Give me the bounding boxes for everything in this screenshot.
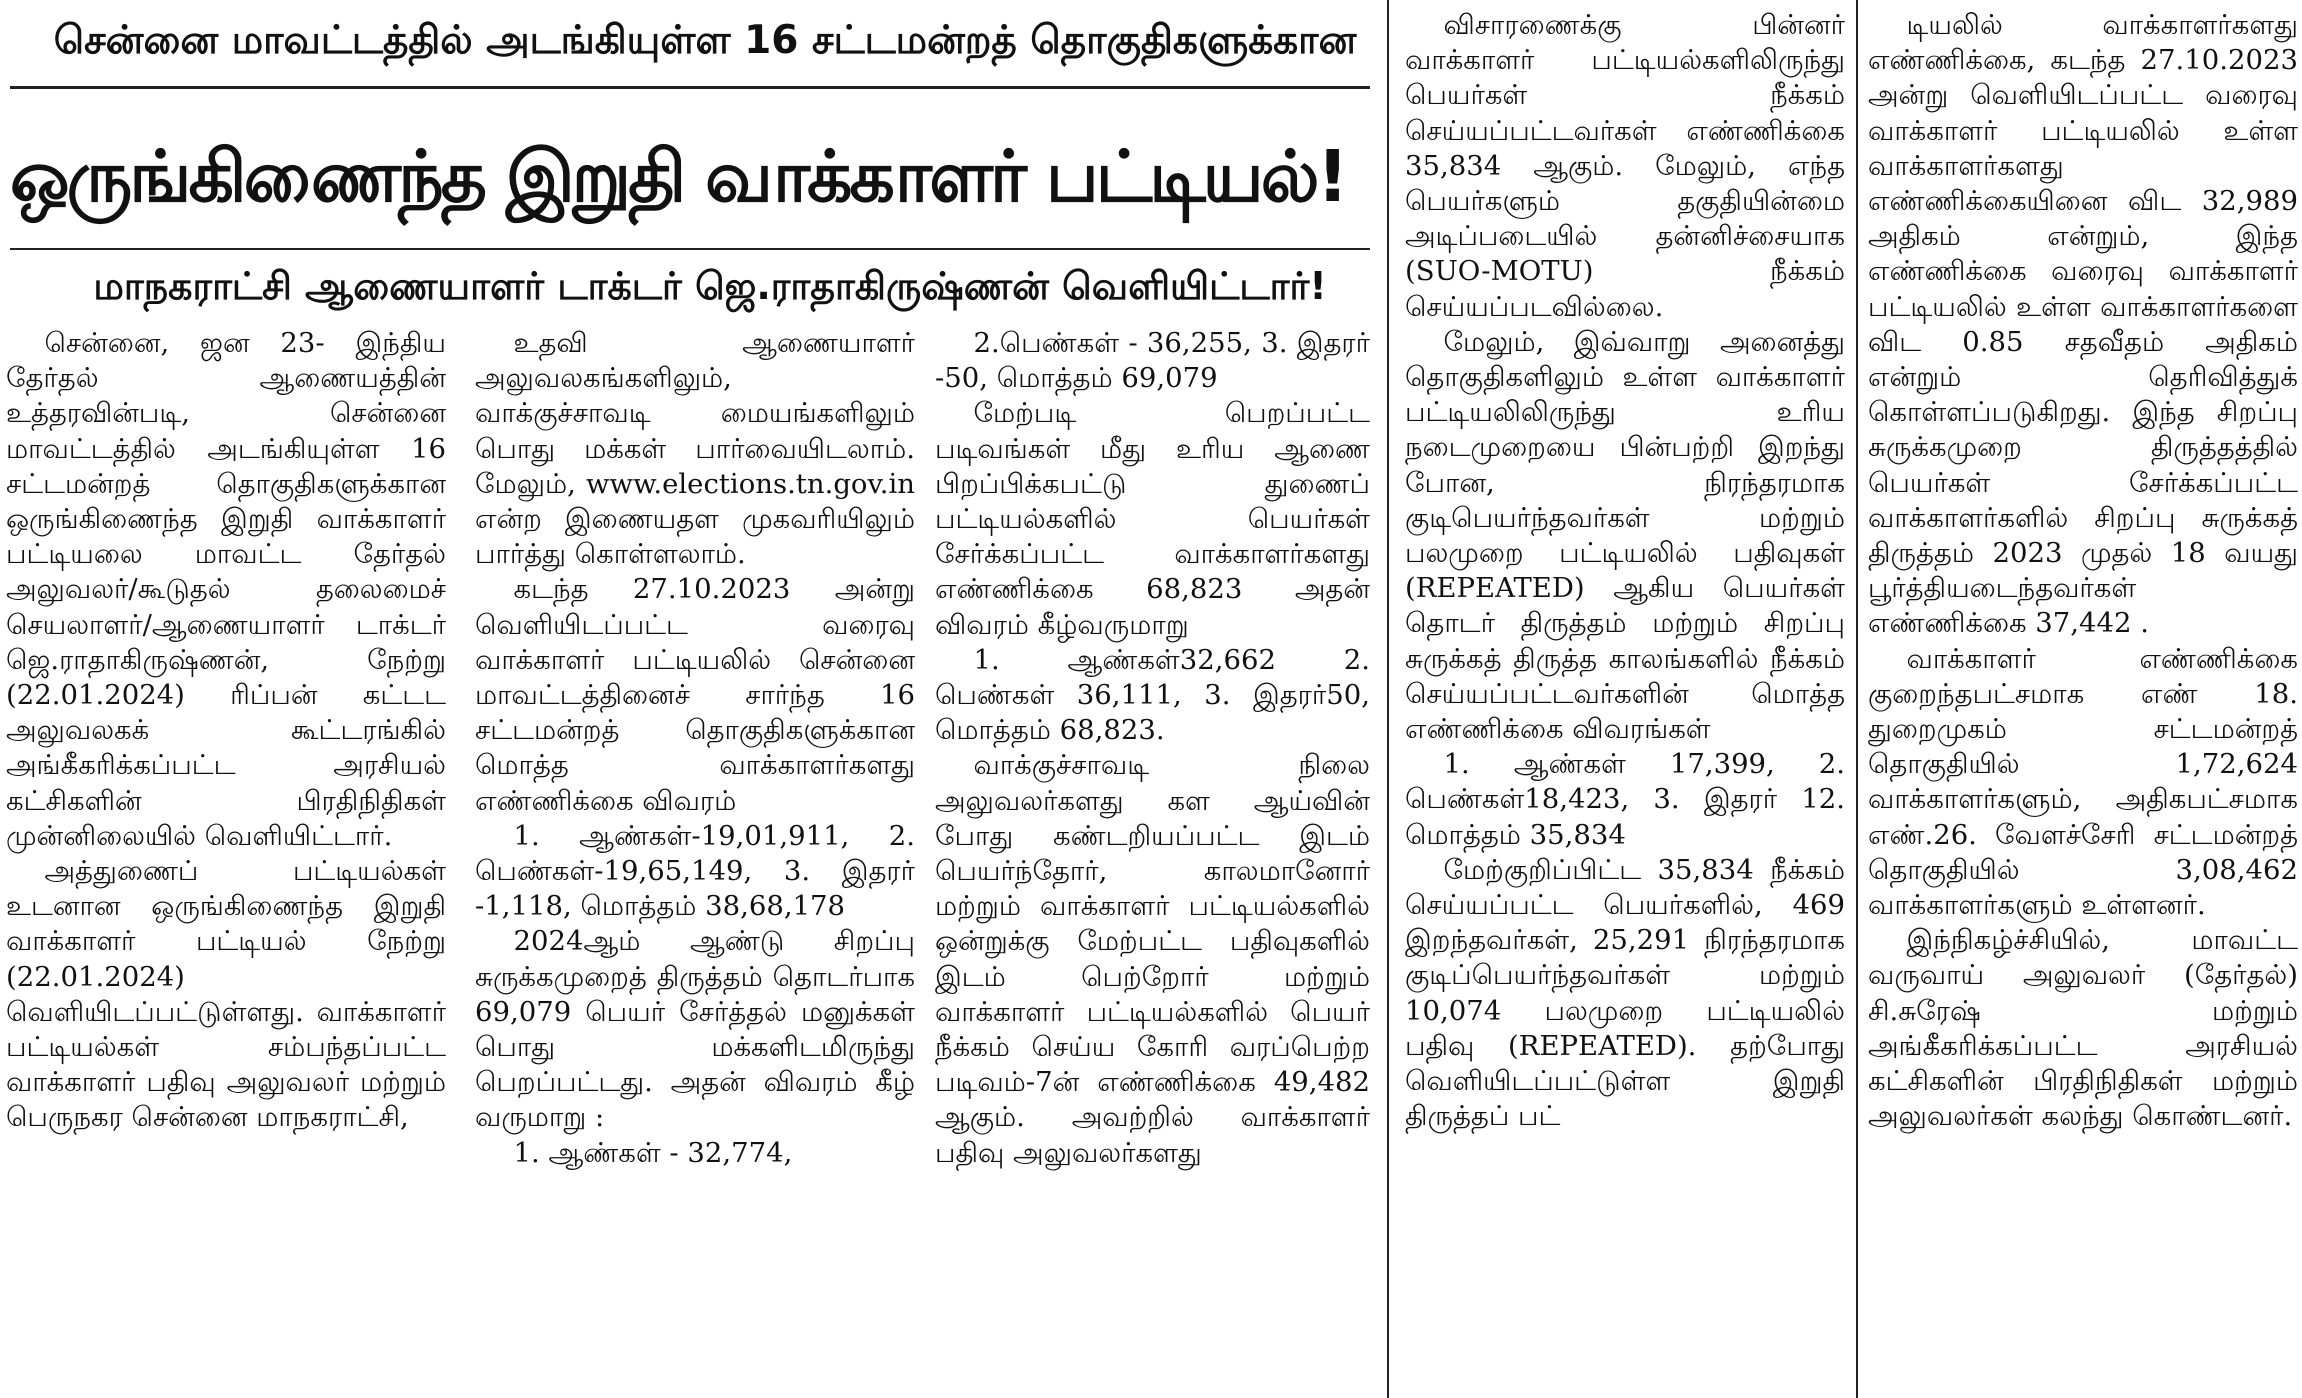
text-column-2 xyxy=(475,326,915,1396)
article-headline: ஒருங்கிணைந்த இறுதி வாக்காளர் பட்டியல்! xyxy=(10,135,1346,218)
subhead-rule xyxy=(10,248,1370,250)
paragraph: 1. ஆண்கள்-19,01,911, 2. பெண்கள்-19,65,149, 3. இதரர் -1,118, மொத்தம் 38,68,178 xyxy=(475,819,915,923)
paragraph: 1. ஆண்கள்32,662 2. பெண்கள் 36,111, 3. இதரர்50, மொத்தம் 68,823. xyxy=(935,643,1370,747)
paragraph: சென்னை, ஜன 23- இந்திய தேர்தல் ஆணையத்தின் உத்தரவின்படி, சென்னை மாவட்டத்தில் அடங்கியுள்ள 16 சட்டமன்றத் தொகுதிகளுக்கான ஒருங்கிணைந்த இறுதி வாக்காளர் பட்டியலை மாவட்ட தேர்தல் அலுவலர்/கூடுதல் தலைமைச் செயலாளர்/ஆணையாளர் டாக்டர் ஜெ.ராதாகிருஷ்ணன், நேற்று (22.01.2024) ரிப்பன் கட்டட அலுவலகக் கூட்டரங்கில் அங்கீகரிக்கப்பட்ட அரசியல் கட்சிகளின் பிரதிநிதிகள் முன்னிலையில் வெளியிட்டார். xyxy=(6,327,446,852)
text-column-3 xyxy=(935,326,1370,1396)
column-divider xyxy=(1856,0,1858,1398)
paragraph: இந்நிகழ்ச்சியில், மாவட்ட வருவாய் அலுவலர் (தேர்தல்) சி.சுரேஷ் மற்றும் அங்கீகரிக்கப்பட்ட அரசியல் கட்சிகளின் பிரதிநிதிகள் மற்றும் அலுவலர்கள் கலந்து கொண்டனர். xyxy=(1868,924,2298,1133)
article-kicker: சென்னை மாவட்டத்தில் அடங்கியுள்ள 16 சட்டமன்றத் தொகுதிகளுக்கான xyxy=(53,18,1357,63)
paragraph: 1. ஆண்கள் 17,399, 2. பெண்கள்18,423, 3. இதரர் 12. மொத்தம் 35,834 xyxy=(1405,748,1845,851)
text-column-1 xyxy=(6,326,446,1396)
paragraph: மேற்படி பெறப்பட்ட படிவங்கள் மீது உரிய ஆணை பிறப்பிக்கபட்டு துணைப் பட்டியல்களில் பெயர்கள் சேர்க்கப்பட்ட வாக்காளர்களது எண்ணிக்கை 68,823 அதன் விவரம் கீழ்வருமாறு xyxy=(935,397,1370,641)
paragraph: 2024ஆம் ஆண்டு சிறப்பு சுருக்கமுறைத் திருத்தம் தொடர்பாக 69,079 பெயர் சேர்த்தல் மனுக்கள் பொது மக்களிடமிருந்து பெறப்பட்டது. அதன் விவரம் கீழ் வருமாறு : xyxy=(475,925,915,1134)
headline-rule xyxy=(10,86,1370,89)
paragraph: 1. ஆண்கள் - 32,774, xyxy=(513,1136,793,1169)
article-subheadline: மாநகராட்சி ஆணையாளர் டாக்டர் ஜெ.ராதாகிருஷ்ணன் வெளியிட்டார்! xyxy=(93,264,1327,308)
paragraph: கடந்த 27.10.2023 அன்று வெளியிடப்பட்ட வரைவு வாக்காளர் பட்டியலில் சென்னை மாவட்டத்தினைச் சார்ந்த 16 சட்டமன்றத் தொகுதிகளுக்கான மொத்த வாக்காளர்களது எண்ணிக்கை விவரம் xyxy=(475,573,915,817)
paragraph: டியலில் வாக்காளர்களது எண்ணிக்கை, கடந்த 27.10.2023 அன்று வெளியிடப்பட்ட வரைவு வாக்காளர் பட்டியலில் உள்ள வாக்காளர்களது எண்ணிக்கையினை விட 32,989 அதிகம் என்றும், இந்த எண்ணிக்கை வரைவு வாக்காளர் பட்டியலில் உள்ள வாக்காளர்களை விட 0.85 சதவீதம் அதிகம் என்றும் தெரிவித்துக் கொள்ளப்படுகிறது. இந்த சிறப்பு சுருக்கமுறை திருத்தத்தில் பெயர்கள் சேர்க்கப்பட்ட வாக்காளர்களில் சிறப்பு சுருக்கத் திருத்தம் 2023 முதல் 18 வயது பூர்த்தியடைந்தவர்கள் எண்ணிக்கை 37,442 . xyxy=(1868,9,2298,640)
paragraph: மேற்குறிப்பிட்ட 35,834 நீக்கம் செய்யப்பட்ட பெயர்களில், 469 இறந்தவர்கள், 25,291 நிரந்தரமாக குடிப்பெயர்ந்தவர்கள் மற்றும் 10,074 பலமுறை பட்டியலில் பதிவு (REPEATED). தற்போது வெளியிடப்பட்டுள்ள இறுதி திருத்தப் பட் xyxy=(1405,853,1845,1133)
paragraph: 2.பெண்கள் - 36,255, 3. இதரர் -50, மொத்தம் 69,079 xyxy=(935,327,1370,395)
paragraph: உதவி ஆணையாளர் அலுவலகங்களிலும், வாக்குச்சாவடி மையங்களிலும் பொது மக்கள் பார்வையிடலாம். மேலும், www.elections.tn.gov.in என்ற இணையதள முகவரியிலும் பார்த்து கொள்ளலாம். xyxy=(475,327,915,571)
column-divider xyxy=(1387,0,1389,1398)
paragraph: விசாரணைக்கு பின்னர் வாக்காளர் பட்டியல்களிலிருந்து பெயர்கள் நீக்கம் செய்யப்பட்டவர்கள் எண்ணிக்கை 35,834 ஆகும். மேலும், எந்த பெயர்களும் தகுதியின்மை அடிப்படையில் தன்னிச்சையாக (SUO-MOTU) நீக்கம் செய்யப்படவில்லை. xyxy=(1405,9,1845,323)
text-column-5 xyxy=(1868,8,2298,1398)
paragraph: வாக்காளர் எண்ணிக்கை குறைந்தபட்சமாக எண் 18. துறைமுகம் சட்டமன்றத் தொகுதியில் 1,72,624 வாக்காளர்களும், அதிகபட்சமாக எண்.26. வேளச்சேரி சட்டமன்றத் தொகுதியில் 3,08,462 வாக்காளர்களும் உள்ளனர். xyxy=(1868,642,2298,922)
paragraph: அத்துணைப் பட்டியல்கள் உடனான ஒருங்கிணைந்த இறுதி வாக்காளர் பட்டியல் நேற்று (22.01.2024) வெளியிடப்பட்டுள்ளது. வாக்காளர் பட்டியல்கள் சம்பந்தப்பட்ட வாக்காளர் பதிவு அலுவலர் மற்றும் பெருநகர சென்னை மாநகராட்சி, xyxy=(6,855,446,1134)
text-column-4 xyxy=(1405,8,1845,1398)
paragraph: மேலும், இவ்வாறு அனைத்து தொகுதிகளிலும் உள்ள வாக்காளர் பட்டியலிலிருந்து உரிய நடைமுறையை பின்பற்றி இறந்து போன, நிரந்தரமாக குடிபெயர்ந்தவர்கள் மற்றும் பலமுறை பட்டியலில் பதிவுகள் (REPEATED) ஆகிய பெயர்கள் தொடர் திருத்தம் மற்றும் சிறப்பு சுருக்கத் திருத்த காலங்களில் நீக்கம் செய்யப்பட்டவர்களின் மொத்த எண்ணிக்கை விவரங்கள் xyxy=(1405,325,1845,746)
paragraph: வாக்குச்சாவடி நிலை அலுவலர்களது கள ஆய்வின் போது கண்டறியப்பட்ட இடம் பெயர்ந்தோர், காலமானோர் மற்றும் வாக்காளர் பட்டியல்களில் ஒன்றுக்கு மேற்பட்ட பதிவுகளில் இடம் பெற்றோர் மற்றும் வாக்காளர் பட்டியல்களில் பெயர் நீக்கம் செய்ய கோரி வரப்பெற்ற படிவம்-7ன் எண்ணிக்கை 49,482 ஆகும். அவற்றில் வாக்காளர் பதிவு அலுவலர்களது xyxy=(935,749,1370,1169)
